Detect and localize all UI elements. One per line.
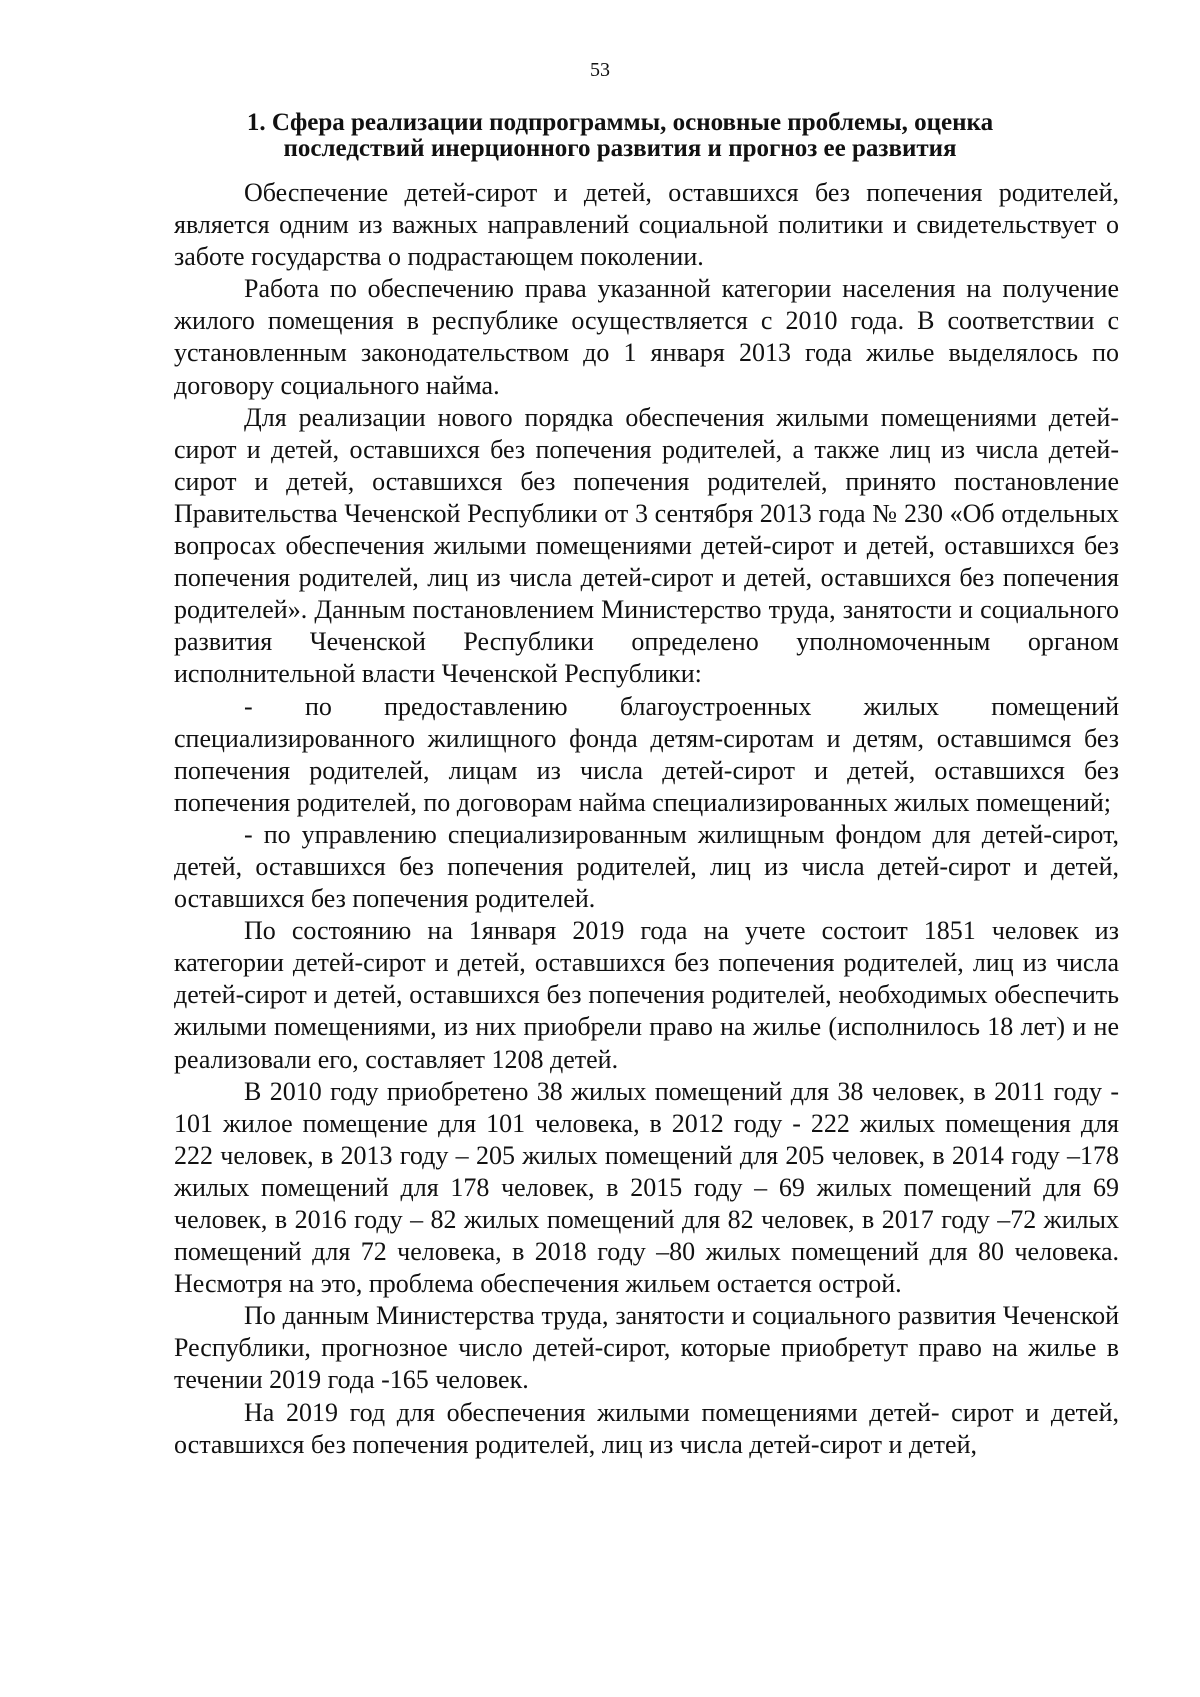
paragraph: По состоянию на 1января 2019 года на учете состоит 1851 человек из категории детей-сирот и детей, оставшихся без попечения родителей, лиц из числа детей-сирот и детей, оставшихся без попечения родителей, необходимых обеспечить жилыми помещениями, из них приобрели право на жилье (исполнилось 18 лет) и не реализовали его, составляет 1208 детей. [174,916,1119,1074]
paragraph: По данным Министерства труда, занятости и социального развития Чеченской Республики, прогнозное число детей-сирот, которые приобретут право на жилье в течении 2019 года -165 человек. [174,1301,1119,1395]
list-item: - по предоставлению благоустроенных жилых помещений специализированного жилищного фонда детям-сиротам и детям, оставшимся без попечения родителей, лицам из числа детей-сирот и детей, оставшихся без попечения родителей, по договорам найма специализированных жилых помещений; [174,691,1119,817]
section-heading-line-2: последствий инерционного развития и прогноз ее развития [283,135,957,162]
page-number: 53 [590,59,610,81]
section-heading [170,110,1070,162]
paragraph: В 2010 году приобретено 38 жилых помещений для 38 человек, в 2011 году - 101 жилое помещение для 101 человека, в 2012 году - 222 жилых помещения для 222 человек, в 2013 году – 205 жилых помещений для 205 человек, в 2014 году –178 жилых помещений для 178 человек, в 2015 году – 69 жилых помещений для 69 человек, в 2016 году – 82 жилых помещений для 82 человек, в 2017 году –72 жилых помещений для 72 человека, в 2018 году –80 жилых помещений для 80 человека. Несмотря на это, проблема обеспечения жильем остается острой. [174,1076,1119,1299]
paragraph: Для реализации нового порядка обеспечения жилыми помещениями детей-сирот и детей, оставшихся без попечения родителей, а также лиц из числа детей-сирот и детей, оставшихся без попечения родителей, принято постановление Правительства Чеченской Республики от 3 сентября 2013 года № 230 «Об отдельных вопросах обеспечения жилыми помещениями детей-сирот и детей, оставшихся без попечения родителей, лиц из числа детей-сирот и детей, оставшихся без попечения родителей». Данным постановлением Министерство труда, занятости и социального развития Чеченской Республики определено уполномоченным органом исполнительной власти Чеченской Республики: [174,402,1119,689]
section-heading-line-1: 1. Сфера реализации подпрограммы, основные проблемы, оценка [246,109,994,136]
paragraph: Обеспечение детей-сирот и детей, оставшихся без попечения родителей, является одним из важных направлений социальной политики и свидетельствует о заботе государства о подрастающем поколении. [174,178,1119,272]
list-item: - по управлению специализированным жилищным фондом для детей-сирот, детей, оставшихся без попечения родителей, лиц из числа детей-сирот и детей, оставшихся без попечения родителей. [174,819,1119,914]
paragraph: На 2019 год для обеспечения жилыми помещениями детей- сирот и детей, оставшихся без попечения родителей, лиц из числа детей-сирот и детей, [174,1397,1119,1459]
body-text [174,177,1119,1461]
paragraph: Работа по обеспечению права указанной категории населения на получение жилого помещения в республике осуществляется с 2010 года. В соответствии с установленным законодательством до 1 января 2013 года жилье выделялось по договору социального найма. [174,274,1119,400]
